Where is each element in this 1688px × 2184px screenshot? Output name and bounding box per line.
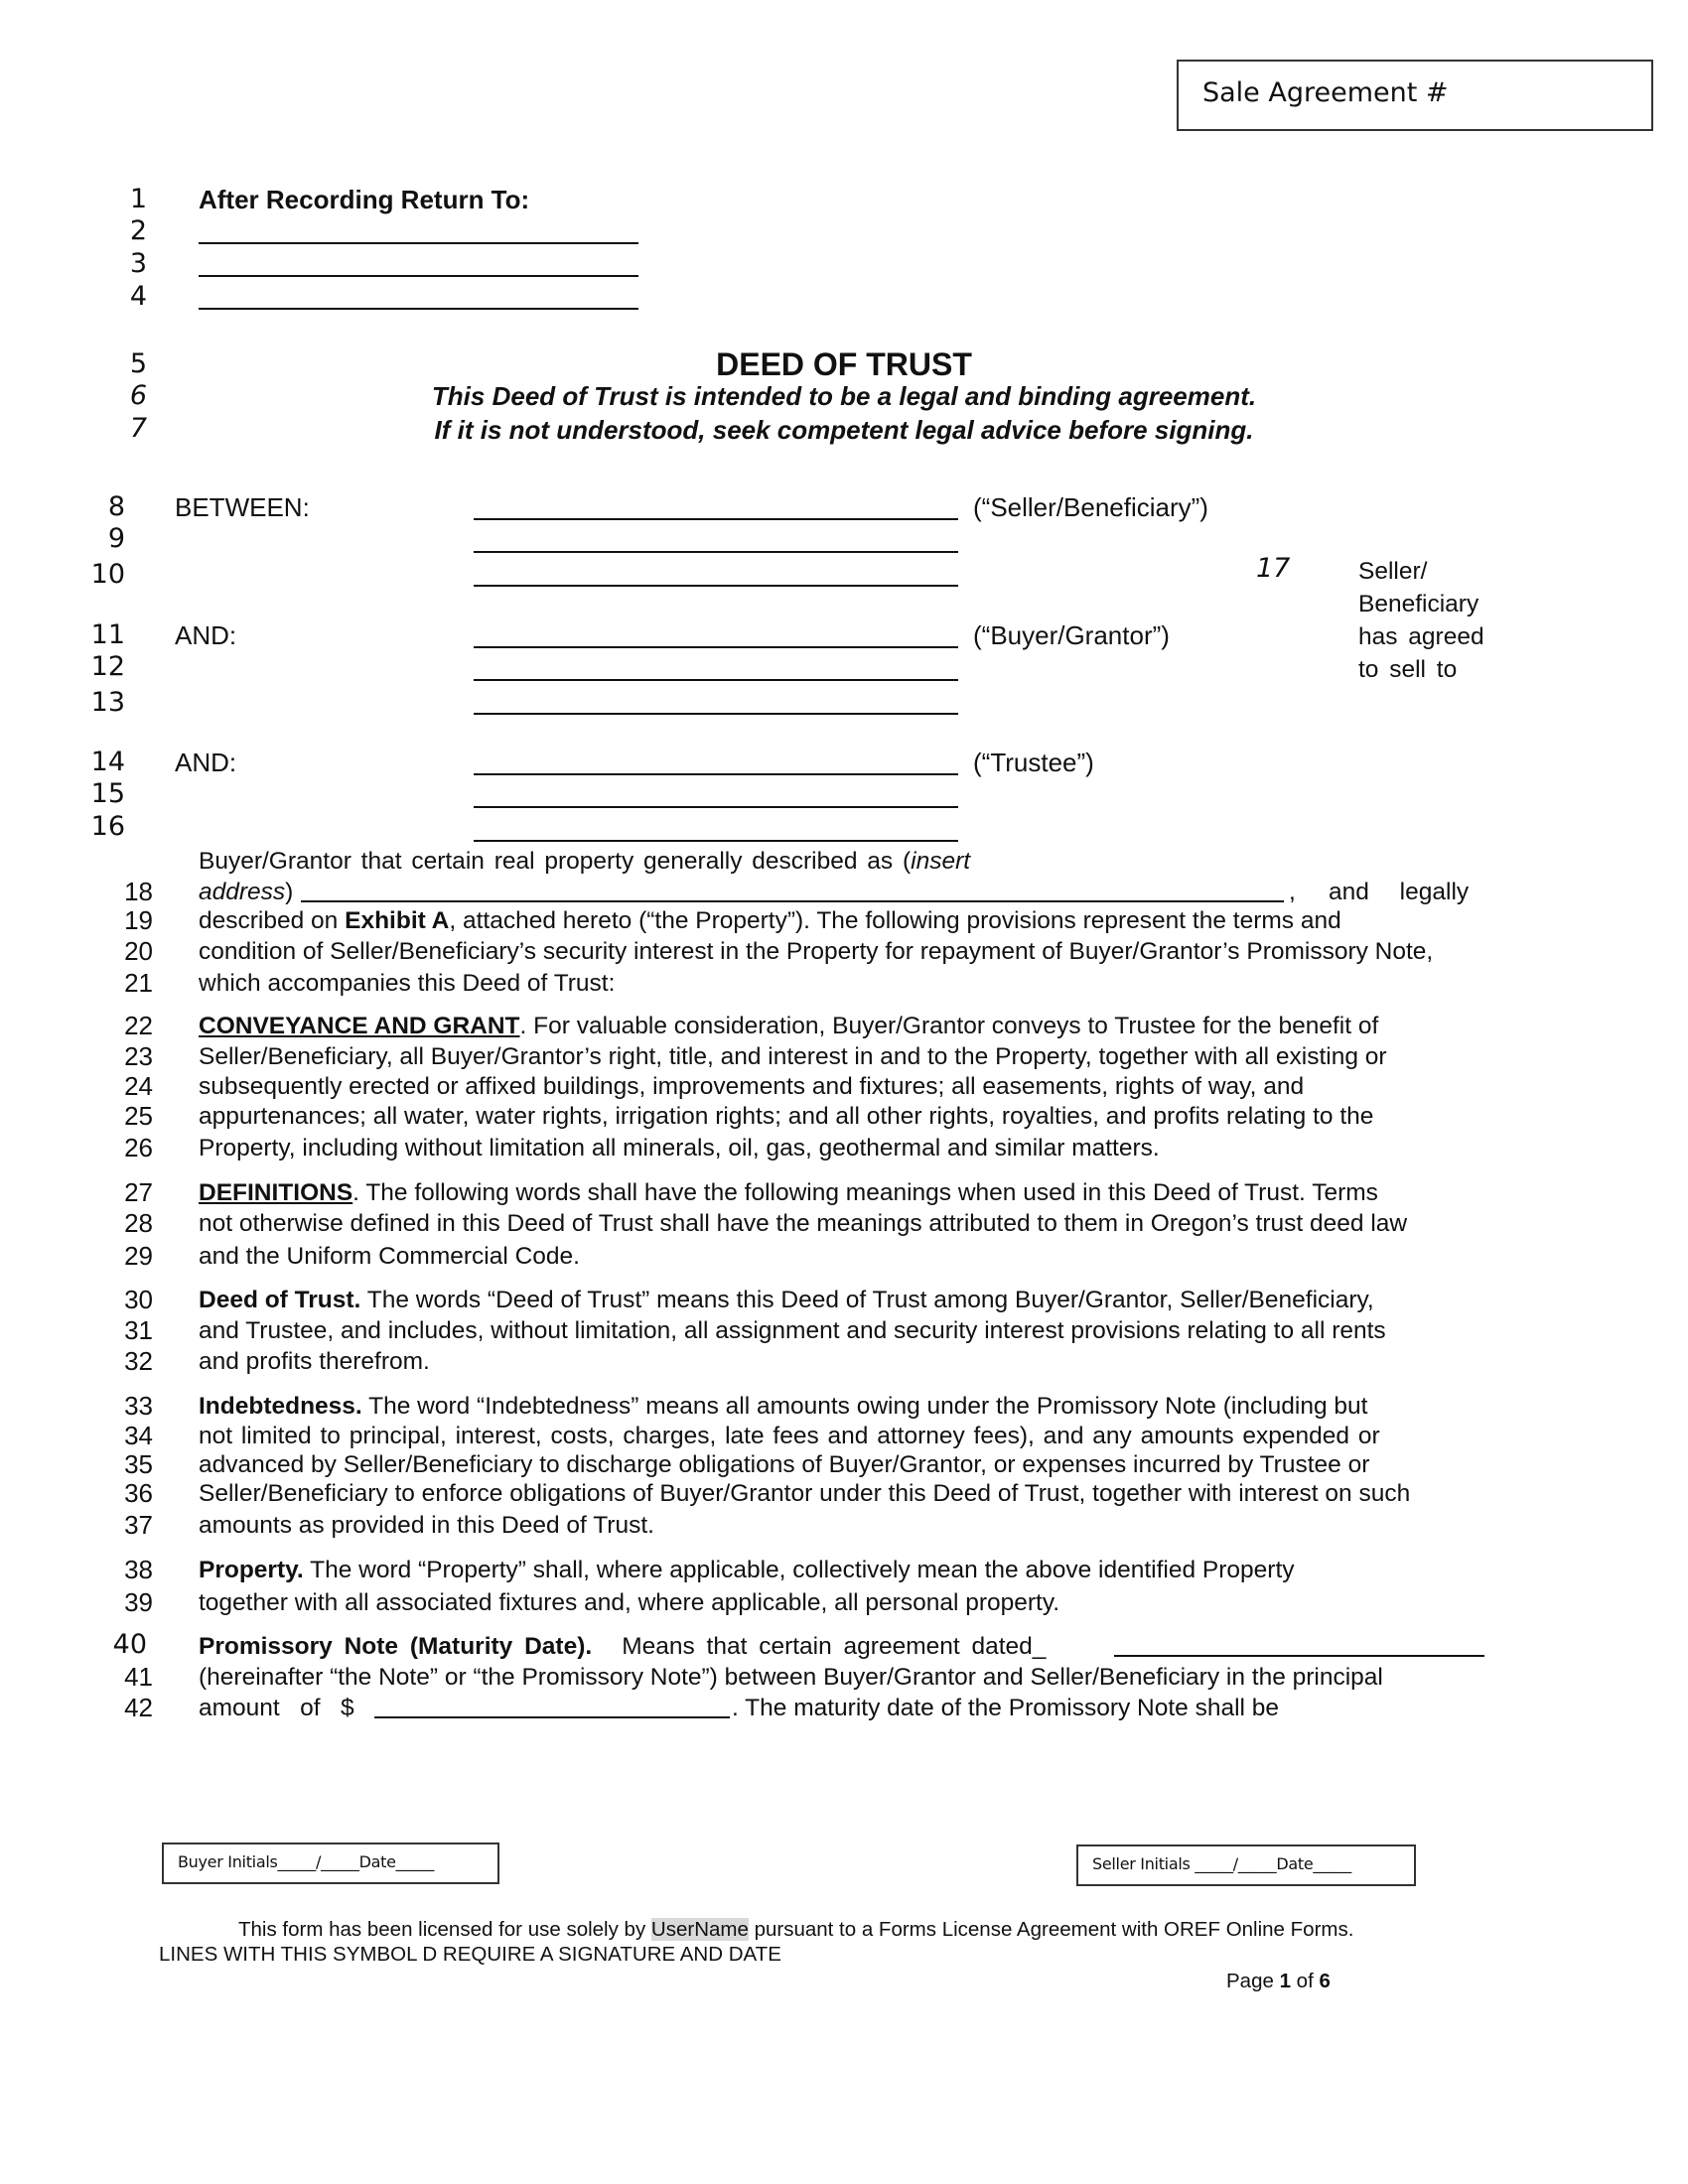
buyer-initials-label: Buyer Initials_____/_____Date_____ (178, 1852, 435, 1871)
line-number: 28 (124, 1208, 153, 1238)
intro-line-20: condition of Seller/Beneficiary’s security interest in the Property for repayment of Buyer/Grantor’s Promissory Note, (199, 938, 1434, 965)
conveyance-line-26: Property, including without limitation all minerals, oil, gas, geothermal and similar matters. (199, 1135, 1160, 1161)
line-number: 16 (90, 811, 125, 842)
line-number: 2 (129, 215, 147, 246)
principal-amount-field[interactable] (374, 1716, 730, 1718)
intro-line-19 (199, 905, 1341, 936)
conveyance-line-23: Seller/Beneficiary, all Buyer/Grantor’s right, title, and interest in and to the Property, together with all existing or (199, 1043, 1387, 1070)
line-number: 42 (124, 1693, 153, 1722)
seller-initials-label: Seller Initials _____/_____Date_____ (1092, 1854, 1351, 1873)
indebtedness-heading: Indebtedness. (199, 1393, 362, 1420)
buyer-name-line-1[interactable] (474, 646, 958, 648)
line-number: 22 (124, 1011, 153, 1040)
promissory-line-42 (199, 1693, 354, 1723)
conveyance-line-25: appurtenances; all water, water rights, irrigation rights; and all other rights, royalties, and profits relating to the (199, 1103, 1374, 1130)
line-number: 8 (107, 491, 125, 522)
buyer-name-line-3[interactable] (474, 713, 958, 715)
page-indicator (1226, 1969, 1331, 1994)
promissory-heading: Promissory Note (Maturity Date). (199, 1633, 593, 1660)
conveyance-line-24: subsequently erected or affixed buildings, improvements and fixtures; all easements, rights of way, and (199, 1073, 1305, 1100)
maturity-text: . The maturity date of the Promissory Note shall be (732, 1695, 1280, 1721)
trustee-role-label: (“Trustee”) (973, 748, 1094, 777)
buyer-initials-box[interactable] (162, 1843, 499, 1884)
address-italic: address (199, 879, 286, 905)
line-number: 5 (129, 348, 147, 379)
para-text: . The following words shall have the following meanings when used in this Deed of Trust. Terms (352, 1179, 1378, 1206)
line-number: 32 (124, 1346, 153, 1376)
licensed-username: UserName (650, 1918, 749, 1941)
document-title: DEED OF TRUST (716, 346, 972, 382)
indebtedness-line-33 (199, 1391, 1367, 1422)
line-number: 20 (124, 936, 153, 966)
between-label: BETWEEN: (175, 492, 310, 522)
intro-text: , attached hereto (“the Property”). The following provisions represent the terms and (449, 907, 1341, 934)
line-number: 36 (124, 1478, 153, 1508)
deed-line-30 (199, 1285, 1374, 1315)
line-number: 6 (129, 380, 147, 411)
page-number: 1 (1279, 1970, 1291, 1992)
seller-name-line-2[interactable] (474, 551, 958, 553)
comma: , (1289, 879, 1296, 905)
para-text: The words “Deed of Trust” means this Deed of Trust among Buyer/Grantor, Seller/Beneficiary, (360, 1287, 1374, 1313)
line-number: 18 (124, 877, 153, 906)
exhibit-a-label: Exhibit A (345, 907, 450, 934)
and-label-trustee: AND: (175, 748, 237, 777)
buyer-name-line-2[interactable] (474, 679, 958, 681)
intro-line-18 (199, 877, 293, 907)
seller-role-label: (“Seller/Beneficiary”) (973, 492, 1208, 522)
definitions-line-28: not otherwise defined in this Deed of Trust shall have the meanings attributed to them in Oregon’s trust deed law (199, 1210, 1408, 1237)
seller-name-line-1[interactable] (474, 518, 958, 520)
side-note-line: has agreed (1358, 623, 1484, 650)
line-number: 38 (124, 1555, 153, 1584)
indebtedness-line-35: advanced by Seller/Beneficiary to discharge obligations of Buyer/Grantor, or expenses incurred by Trustee or (199, 1451, 1370, 1478)
line-number: 41 (124, 1662, 153, 1692)
line-number: 26 (124, 1133, 153, 1162)
amount-label: amount of $ (199, 1695, 354, 1721)
line-number: 30 (124, 1285, 153, 1314)
agreement-date-field[interactable] (1114, 1655, 1484, 1657)
line-number: 15 (90, 778, 125, 809)
line-number: 39 (124, 1587, 153, 1617)
trustee-name-line-1[interactable] (474, 773, 958, 775)
line-number: 17 (1256, 553, 1291, 584)
address-paren: ) (285, 879, 294, 905)
property-line-39: together with all associated fixtures and, where applicable, all personal property. (199, 1589, 1060, 1616)
title-warning-2: If it is not understood, seek competent legal advice before signing. (434, 415, 1254, 445)
property-address-field[interactable] (301, 900, 1284, 902)
trustee-name-line-2[interactable] (474, 806, 958, 808)
indebtedness-line-34: not limited to principal, interest, costs, charges, late fees and attorney fees), and any amounts expended or (199, 1423, 1380, 1449)
insert-italic: insert (911, 848, 971, 875)
indebtedness-line-37: amounts as provided in this Deed of Trust. (199, 1512, 654, 1539)
definitions-line-29: and the Uniform Commercial Code. (199, 1243, 580, 1270)
para-text: Means that certain agreement dated_ (622, 1633, 1047, 1660)
intro-line-17 (199, 846, 970, 877)
conveyance-heading: CONVEYANCE AND GRANT (199, 1013, 520, 1039)
line-number: 35 (124, 1449, 153, 1479)
line-number: 13 (90, 687, 125, 718)
line-number: 1 (129, 184, 147, 214)
return-to-line-3[interactable] (199, 308, 638, 310)
para-text: . For valuable consideration, Buyer/Grantor conveys to Trustee for the benefit of (519, 1013, 1379, 1039)
line-number: 31 (124, 1315, 153, 1345)
line-number: 25 (124, 1101, 153, 1131)
para-text: The word “Property” shall, where applicable, collectively mean the above identified Property (303, 1557, 1295, 1583)
line-number: 9 (107, 523, 125, 554)
intro-line-21: which accompanies this Deed of Trust: (199, 970, 616, 997)
license-text: pursuant to a Forms License Agreement with OREF Online Forms. (748, 1918, 1354, 1941)
sale-agreement-label: Sale Agreement # (1202, 77, 1449, 108)
definitions-heading: DEFINITIONS (199, 1179, 353, 1206)
property-heading: Property. (199, 1557, 304, 1583)
line-number: 14 (90, 747, 125, 777)
promissory-line-41: (hereinafter “the Note” or “the Promissory Note”) between Buyer/Grantor and Seller/Beneficiary in the principal (199, 1664, 1383, 1691)
line-number: 19 (124, 905, 153, 935)
page-label: Page (1226, 1970, 1280, 1992)
deed-heading: Deed of Trust. (199, 1287, 361, 1313)
trustee-name-line-3[interactable] (474, 840, 958, 842)
indebtedness-line-36: Seller/Beneficiary to enforce obligations of Buyer/Grantor under this Deed of Trust, together with interest on such (199, 1480, 1411, 1507)
side-note-line: to sell to (1358, 656, 1458, 683)
seller-name-line-3[interactable] (474, 585, 958, 587)
line-number: 24 (124, 1071, 153, 1101)
line-number: 21 (124, 968, 153, 998)
line-number: 4 (129, 281, 147, 312)
license-text: This form has been licensed for use solely by (238, 1918, 651, 1941)
seller-initials-box[interactable] (1076, 1844, 1416, 1886)
return-to-line-1[interactable] (199, 242, 638, 244)
conveyance-line-22 (199, 1011, 1378, 1041)
license-notice (238, 1917, 1353, 1943)
sale-agreement-box[interactable] (1177, 60, 1653, 131)
line-number: 10 (90, 559, 125, 590)
line-number: 40 (112, 1629, 147, 1660)
line-number: 37 (124, 1510, 153, 1540)
side-note-line: Beneficiary (1358, 591, 1479, 617)
side-note-line: Seller/ (1358, 558, 1428, 585)
line-number: 27 (124, 1177, 153, 1207)
and-legally-text: and legally (1329, 879, 1470, 905)
title-warning-1: This Deed of Trust is intended to be a legal and binding agreement. (431, 381, 1257, 411)
and-label-buyer: AND: (175, 620, 237, 650)
definitions-line-27 (199, 1177, 1378, 1208)
line-number: 12 (90, 651, 125, 682)
line-number: 11 (90, 619, 125, 650)
promissory-line-40 (199, 1631, 1046, 1662)
intro-text: described on (199, 907, 346, 934)
line-number: 33 (124, 1391, 153, 1421)
property-line-38 (199, 1555, 1295, 1585)
buyer-role-label: (“Buyer/Grantor”) (973, 620, 1170, 650)
para-text: The word “Indebtedness” means all amounts owing under the Promissory Note (including but (361, 1393, 1368, 1420)
deed-line-32: and profits therefrom. (199, 1348, 430, 1375)
deed-line-31: and Trustee, and includes, without limitation, all assignment and security interest provisions relating to all rents (199, 1317, 1386, 1344)
return-to-line-2[interactable] (199, 275, 638, 277)
line-number: 3 (129, 248, 147, 279)
return-to-label: After Recording Return To: (199, 185, 530, 214)
page-of: of (1290, 1970, 1320, 1992)
signature-symbol-note: LINES WITH THIS SYMBOL D REQUIRE A SIGNATURE AND DATE (159, 1943, 781, 1966)
page-total: 6 (1319, 1970, 1331, 1992)
line-number: 29 (124, 1241, 153, 1271)
line-number: 7 (129, 413, 147, 444)
line-number: 34 (124, 1421, 153, 1450)
intro-text: Buyer/Grantor that certain real property generally described as ( (199, 848, 912, 875)
line-number: 23 (124, 1041, 153, 1071)
